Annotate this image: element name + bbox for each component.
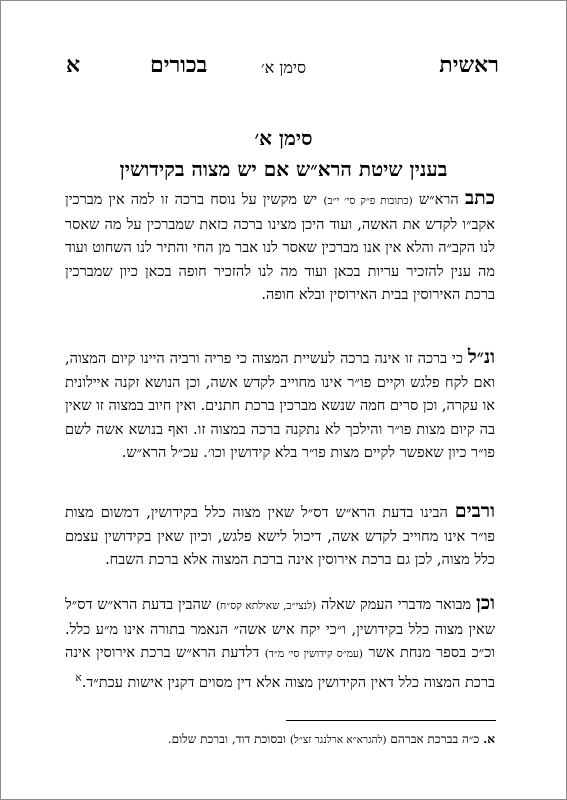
footnote-separator — [286, 720, 496, 721]
paragraph-opening-word: ונ״ל — [467, 346, 495, 368]
paragraph-3 — [65, 500, 495, 573]
paragraph-text: הבינו בדעת הרא״ש דס״ל שאין מצוה כלל בקידושין, דמשום מצות פו״ר אינו מחוייב לקדש אשה, דיכול לישא פלגש, וכיון שאין בקידושין עצמם כלל מצוה, לכן גם ברכת אירוסין אינה ברכת המצוה אלא ברכת השבח. — [65, 505, 495, 568]
running-header-book: בכורים — [150, 52, 208, 78]
footnote-citation: (להגרא״א ארלנגר זצ״ל) — [289, 734, 387, 746]
paragraph-text: הרא״ש — [412, 192, 459, 208]
paragraph-text: שהבין בדעת הרא״ש דס״ל שאין מצוה כלל בקידושין, ו״כי יקח איש אשה״ הנאמר בתורה אינו מ״ע כלל. וכ״כ בספר מנחת אשר — [65, 597, 495, 661]
footnote-label: א. — [483, 732, 495, 746]
footnote — [65, 730, 495, 749]
chapter-title: בענין שיטת הרא״ש אם יש מצוה בקידושין — [119, 157, 448, 181]
paragraph-opening-word: כתב — [464, 187, 495, 209]
footnote-marker[interactable]: א — [75, 671, 82, 684]
source-citation: (עמ״ס קידושין סי׳ מ״ד) — [264, 648, 363, 660]
footnote-text: כ״ה בברכת אברהם — [386, 732, 484, 746]
running-header-section: ראשית — [439, 52, 499, 78]
footnote-text: ובסוכת דוד, וברכת שלום. — [167, 732, 290, 746]
paragraph-text: דלדעת הרא״ש ברכת אירוסין אינה ברכת המצוה כלל דאין הקידושין מצוה אלא דין מסוים דקנין אישות עכת״ד. — [65, 645, 495, 691]
page-number: א — [66, 52, 81, 78]
source-citation: (לנצי״ב, שאילתא קס״ח) — [215, 600, 317, 612]
paragraph-text: מבואר מדברי העמק שאלה — [316, 597, 476, 613]
paragraph-text: כי ברכה זו אינה ברכה לעשיית המצוה כי פריה ורביה היינו קיום המצוה, ואם לקח פלגש וקיים פו״ר אינו מחוייב לקדש אשה, וכן הנושא זקנה איילונית או עקרה, וכן סרים חמה שנשא מברכין ברכת חתנים. ואין חיוב במצוה זו שאין בה קיום מצות פו״ר והילכך לא נתקנה ברכה במצוה זו. ואף בנושא אשה לשם פו״ר כיון שאפשר לקיים מצות פו״ר בלא קידושין וכו׳. עכ״ל הרא״ש. — [65, 351, 495, 461]
paragraph-4 — [65, 592, 495, 695]
siman-heading: סימן א׳ — [254, 126, 313, 150]
paragraph-1 — [65, 187, 495, 308]
source-citation: (כתובות פ״ק סי׳ י״ב) — [323, 195, 413, 207]
running-header-siman: סימן א׳ — [260, 58, 307, 77]
paragraph-opening-word: ורבים — [454, 500, 495, 522]
paragraph-opening-word: וכן — [476, 592, 495, 614]
paragraph-2 — [65, 346, 495, 466]
paragraph-text: יש מקשין על נוסח ברכה זו למה אין מברכין אקב״ו לקדש את האשה, ועוד היכן מצינו ברכה כזאת שמברכין על מה שאסר לנו הקב״ה והלא אין אנו מברכין שאסר לנו אבר מן החי והתיר לנו השחוט ועוד מה ענין להזכיר עריות בכאן ועוד מה לנו להזכיר חופה בכאן כיון שמברכין ברכת האירוסין בבית האירוסין ובלא חופה. — [65, 192, 495, 303]
